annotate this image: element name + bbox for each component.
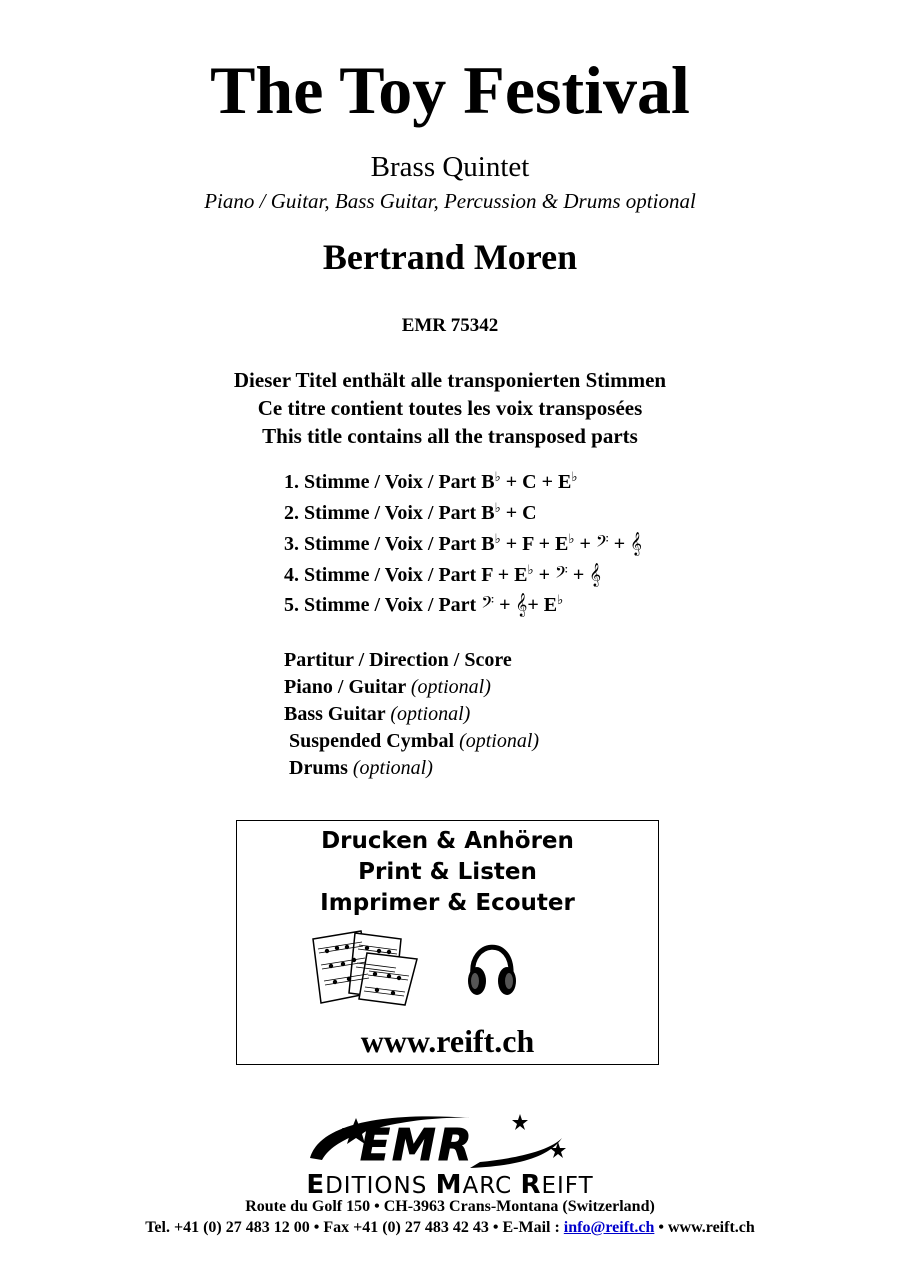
score-item: Partitur / Direction / Score	[284, 649, 512, 671]
parts-list	[284, 467, 642, 620]
flat-icon: ♭	[568, 532, 575, 547]
website-url[interactable]: www.reift.ch	[360, 1023, 535, 1059]
score-item: Suspended Cymbal (optional)	[289, 730, 540, 752]
catalog-number: EMR 75342	[401, 315, 499, 336]
flat-icon: ♭	[494, 500, 501, 516]
publisher-contact: Tel. +41 (0) 27 483 12 00 • Fax +41 (0) 27 483 42 43 • E-Mail : info@reift.ch • www.reift.ch	[145, 1219, 755, 1236]
part-4: 4. Stimme / Voix / Part F + E♭ + 𝄢 + 𝄞	[284, 561, 602, 586]
score-item: Drums (optional)	[289, 757, 433, 779]
flat-icon: ♭	[494, 470, 501, 485]
part-3: 3. Stimme / Voix / Part B♭ + F + E♭ + 𝄢 + 𝄞	[284, 531, 642, 555]
promo-french: Imprimer & Ecouter	[320, 890, 575, 916]
headphones-icon	[467, 931, 517, 1007]
bass-clef-icon: 𝄢	[595, 531, 609, 555]
sheet-music-icon	[309, 929, 421, 1007]
instrumentation: Piano / Guitar, Bass Guitar, Percussion & Drums optional	[204, 189, 696, 213]
emr-logo	[300, 1108, 600, 1174]
notice-french: Ce titre contient toutes les voix transposées	[257, 396, 643, 420]
title: The Toy Festival	[210, 52, 690, 128]
score-item: Piano / Guitar (optional)	[284, 676, 491, 698]
score-item: Bass Guitar (optional)	[284, 703, 471, 725]
notice-german: Dieser Titel enthält alle transponierten Stimmen	[233, 368, 667, 392]
notice-english: This title contains all the transposed parts	[262, 424, 638, 448]
transposed-parts-notice	[0, 366, 900, 450]
subtitle: Brass Quintet	[370, 151, 530, 183]
flat-icon: ♭	[494, 532, 501, 547]
treble-clef-icon: 𝄞	[589, 561, 602, 586]
treble-clef-icon: 𝄞	[515, 592, 528, 616]
flat-icon: ♭	[557, 593, 564, 608]
promo-english: Print & Listen	[358, 859, 537, 885]
score-list	[284, 647, 539, 782]
composer: Bertrand Moren	[322, 237, 578, 277]
print-listen-box	[236, 820, 659, 1065]
publisher-name: EDITIONS MARC REIFT	[306, 1170, 594, 1200]
publisher-address: Route du Golf 150 • CH-3963 Crans-Montana (Switzerland)	[245, 1198, 655, 1215]
promo-german: Drucken & Anhören	[321, 828, 574, 854]
part-1: 1. Stimme / Voix / Part B♭ + C + E♭	[284, 470, 578, 493]
email-link[interactable]: info@reift.ch	[563, 1219, 655, 1236]
bass-clef-icon: 𝄢	[555, 561, 568, 586]
treble-clef-icon: 𝄞	[630, 531, 642, 555]
flat-icon: ♭	[571, 470, 578, 485]
logo-text: EMR	[360, 1120, 474, 1171]
part-2: 2. Stimme / Voix / Part B♭ + C	[284, 500, 537, 524]
flat-icon: ♭	[527, 562, 534, 578]
bass-clef-icon: 𝄢	[481, 592, 495, 616]
part-5: 5. Stimme / Voix / Part 𝄢 + 𝄞+ E♭	[284, 592, 564, 616]
